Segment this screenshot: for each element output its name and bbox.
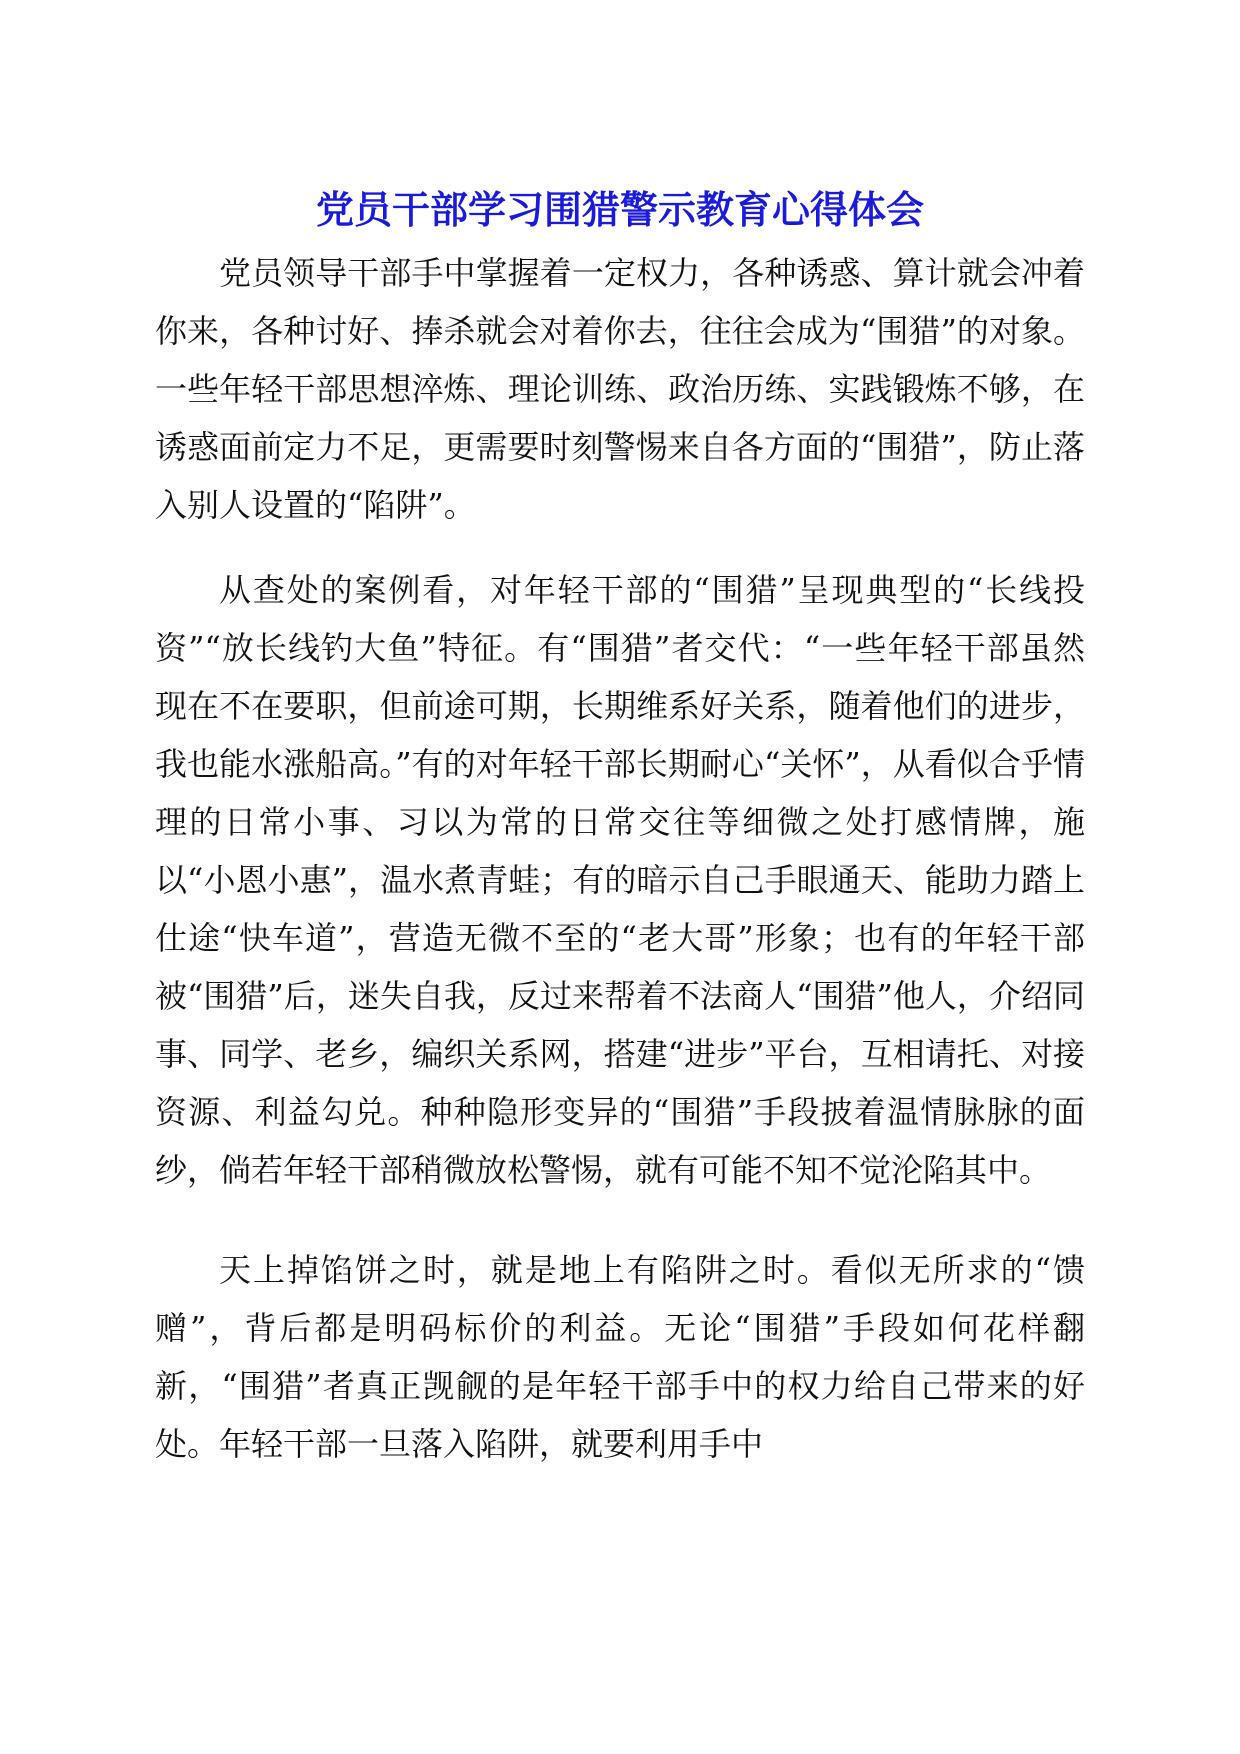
paragraph-3: 天上掉馅饼之时，就是地上有陷阱之时。看似无所求的“馈赠”，背后都是明码标价的利益。无论“围猎”手段如何花样翻新，“围猎”者真正觊觎的是年轻干部手中的权力给自己带来的好处。年轻干部一旦落入陷阱，就要利用手中	[155, 1251, 1085, 1463]
document-body	[155, 244, 1085, 1473]
paragraph-2: 从查处的案例看，对年轻干部的“围猎”呈现典型的“长线投资”“放长线钓大鱼”特征。有“围猎”者交代：“一些年轻干部虽然现在不在要职，但前途可期，长期维系好关系，随着他们的进步，我也能水涨船高。”有的对年轻干部长期耐心“关怀”，从看似合乎情理的日常小事、习以为常的日常交往等细微之处打感情牌，施以“小恩小惠”，温水煮青蛙；有的暗示自己手眼通天、能助力踏上仕途“快车道”，营造无微不至的“老大哥”形象；也有的年轻干部被“围猎”后，迷失自我，反过来帮着不法商人“围猎”他人，介绍同事、同学、老乡，编织关系网，搭建“进步”平台，互相请托、对接资源、利益勾兑。种种隐形变异的“围猎”手段披着温情脉脉的面纱，倘若年轻干部稍微放松警惕，就有可能不知不觉沦陷其中。	[155, 571, 1085, 1189]
paragraph-1: 党员领导干部手中掌握着一定权力，各种诱惑、算计就会冲着你来，各种讨好、捧杀就会对着你去，往往会成为“围猎”的对象。一些年轻干部思想淬炼、理论训练、政治历练、实践锻炼不够，在诱惑面前定力不足，更需要时刻警惕来自各方面的“围猎”，防止落入别人设置的“陷阱”。	[155, 254, 1085, 524]
document-title: 党员干部学习围猎警示教育心得体会	[315, 188, 924, 232]
